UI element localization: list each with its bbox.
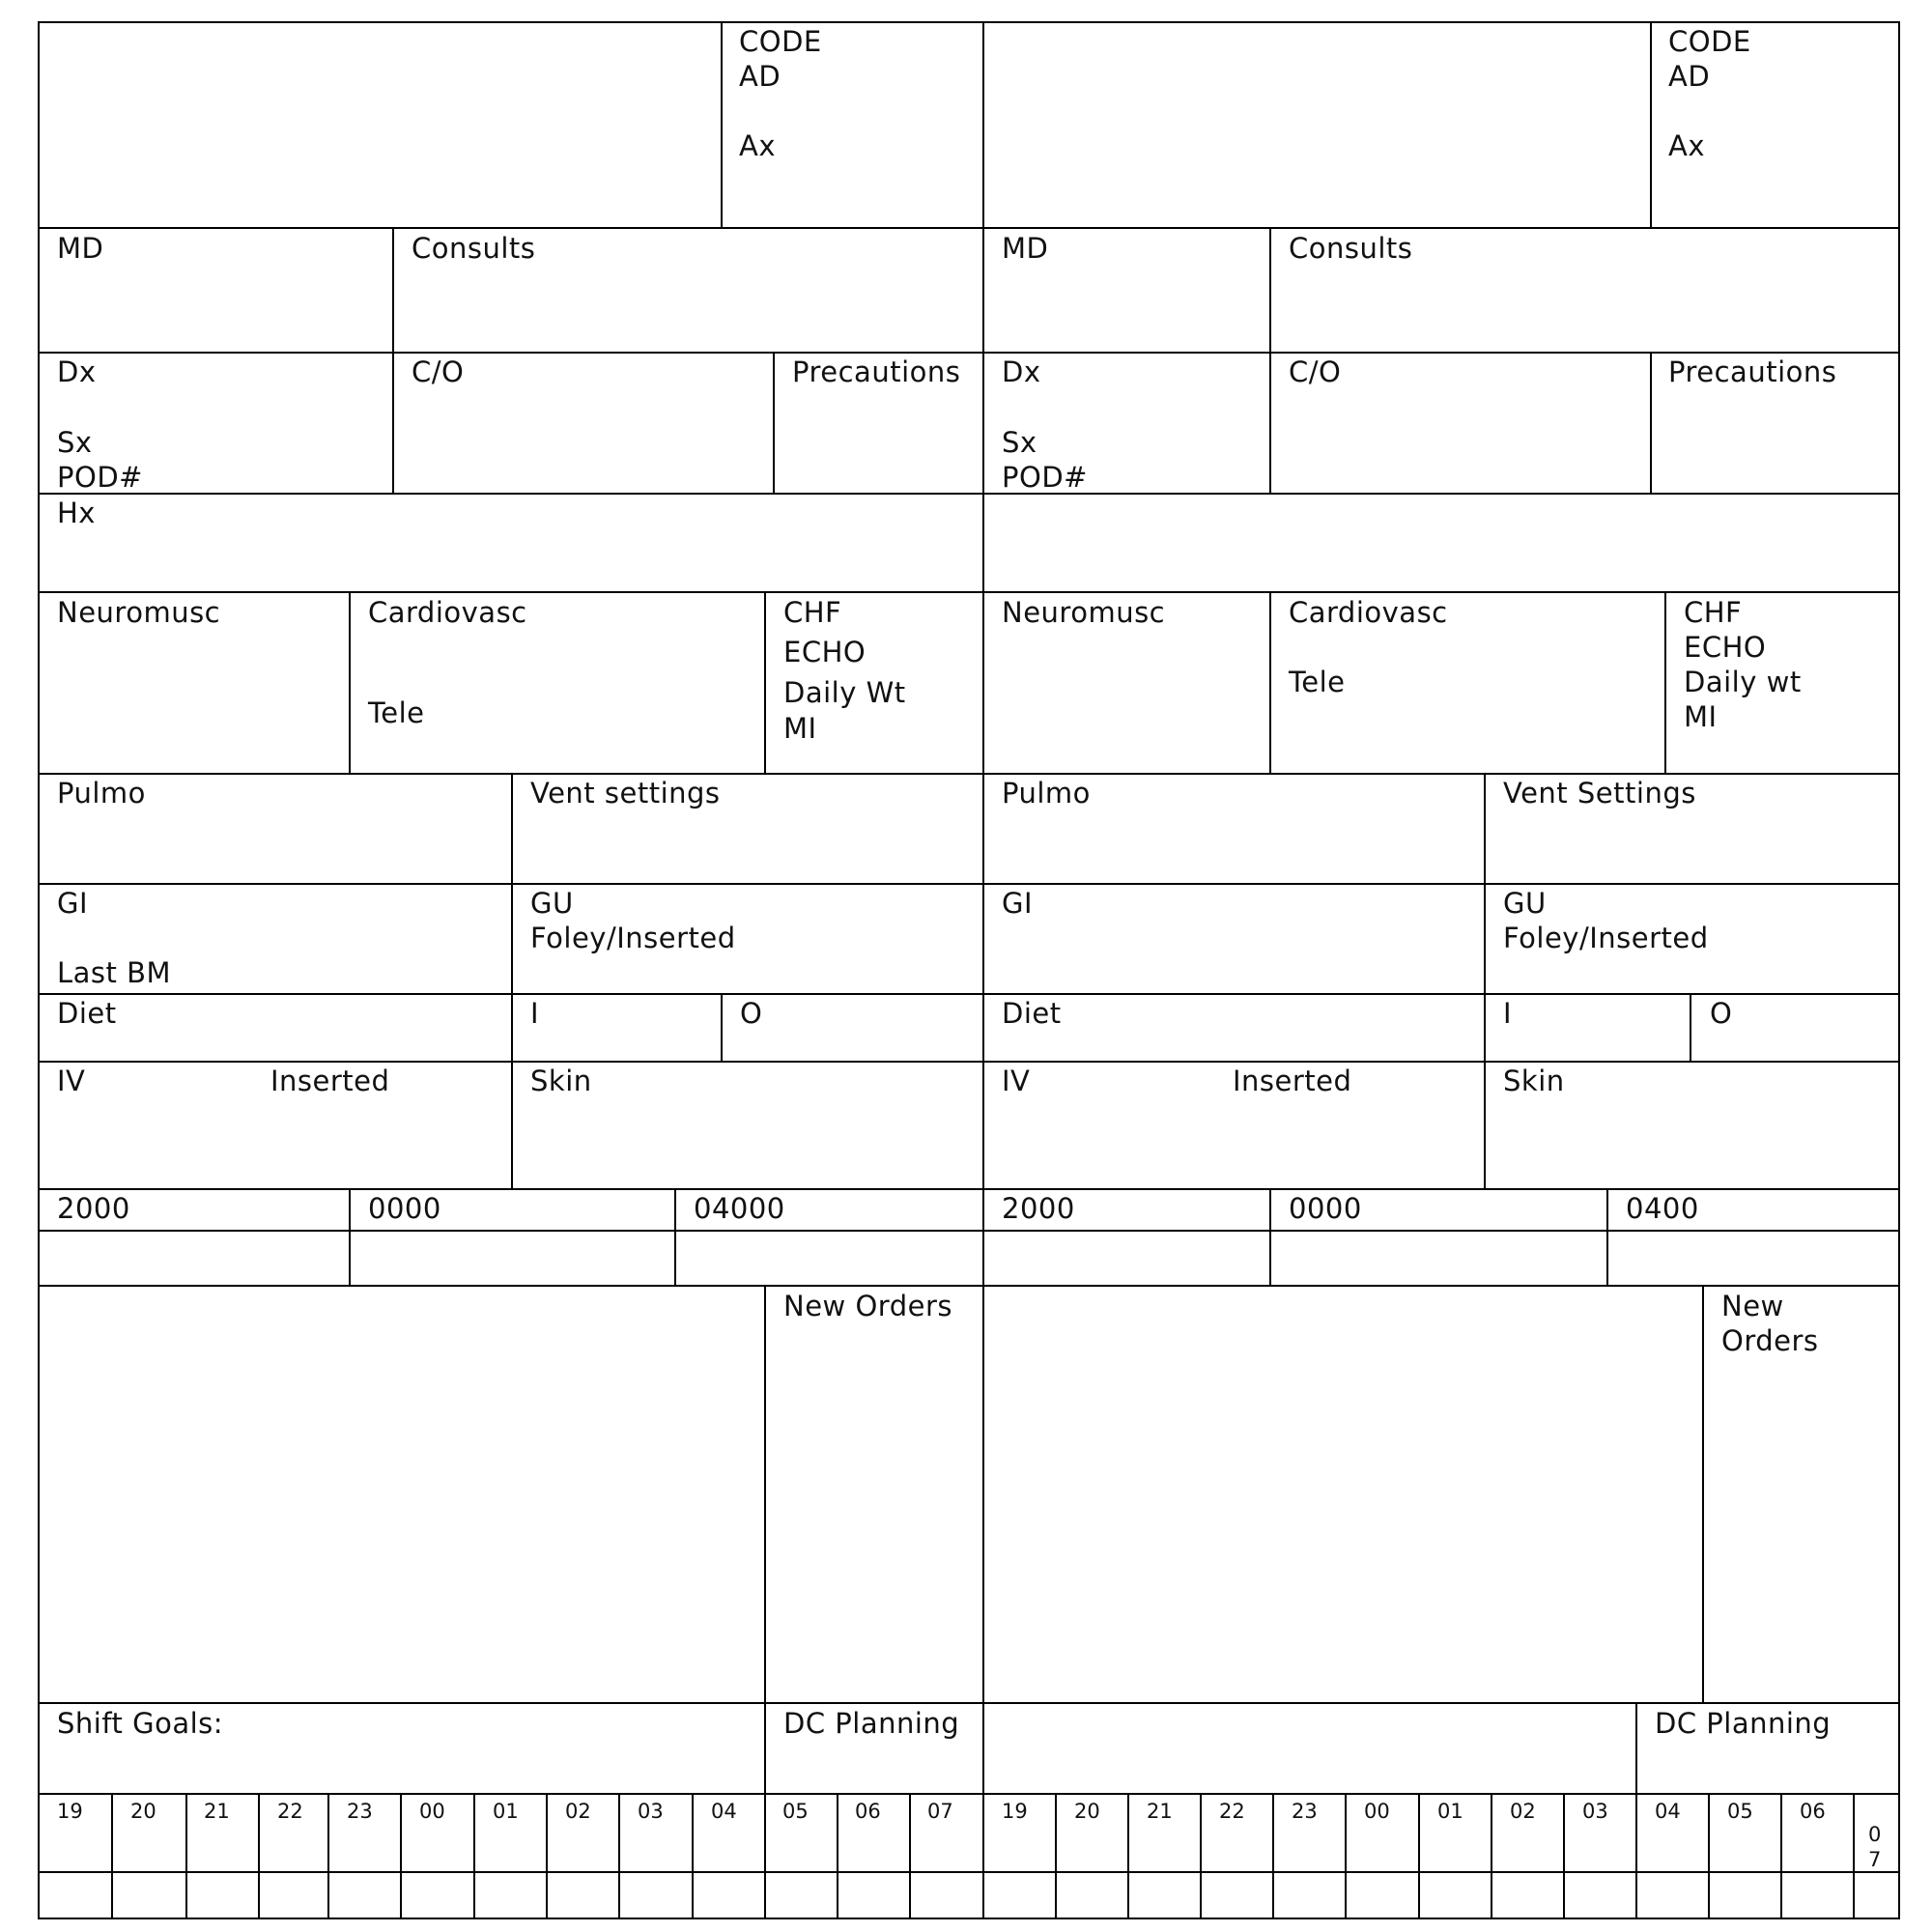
daily-wt-label: Daily wt xyxy=(1684,666,1802,698)
md-label: MD xyxy=(57,232,104,265)
skin-label: Skin xyxy=(1503,1065,1565,1097)
hour-label: 06 xyxy=(1800,1800,1826,1823)
precautions-label: Precautions xyxy=(1668,355,1837,388)
hour-label: 21 xyxy=(1147,1800,1173,1823)
md-label: MD xyxy=(1002,232,1049,265)
output-label: O xyxy=(740,997,763,1030)
last-bm-label: Last BM xyxy=(57,956,172,989)
hour-label: 03 xyxy=(638,1800,664,1823)
precautions-label: Precautions xyxy=(792,355,961,388)
row-line xyxy=(38,1702,1900,1704)
gu-label: GU xyxy=(1503,887,1547,920)
hour-label: 05 xyxy=(782,1800,809,1823)
pulmo-label: Pulmo xyxy=(57,777,146,810)
gi-label: GI xyxy=(1002,887,1034,920)
right-patient-name-field[interactable] xyxy=(984,23,1650,227)
col-line xyxy=(1635,1702,1637,1795)
diet-label: Diet xyxy=(57,997,117,1030)
time-2000-label: 2000 xyxy=(1002,1192,1075,1225)
row-line xyxy=(38,773,1900,775)
col-line xyxy=(1664,591,1666,775)
hour-label: 02 xyxy=(1510,1800,1536,1823)
col-line xyxy=(1484,773,1486,1188)
col-line xyxy=(721,21,723,229)
dc-planning-label: DC Planning xyxy=(1655,1707,1832,1740)
neuromusc-label: Neuromusc xyxy=(57,596,221,629)
row-line xyxy=(38,883,1900,885)
row-line xyxy=(38,1230,1900,1232)
time-0400-label: 0400 xyxy=(1626,1192,1699,1225)
row-line xyxy=(38,591,1900,593)
col-line xyxy=(349,1188,351,1287)
mi-label: MI xyxy=(783,712,817,745)
time-0000-label: 0000 xyxy=(368,1192,441,1225)
row-line xyxy=(38,993,1900,995)
hour-label-part1: 0 xyxy=(1868,1823,1882,1846)
vent-settings-label: Vent settings xyxy=(530,777,721,810)
hour-label: 05 xyxy=(1727,1800,1753,1823)
col-line xyxy=(511,773,513,1188)
hour-label: 00 xyxy=(419,1800,445,1823)
row-line xyxy=(38,493,1900,495)
new-orders-label-line2: Orders xyxy=(1721,1324,1819,1357)
hour-label: 22 xyxy=(277,1800,303,1823)
foley-label: Foley/Inserted xyxy=(1503,922,1709,954)
echo-label: ECHO xyxy=(783,636,867,668)
cardiovasc-label: Cardiovasc xyxy=(368,596,527,629)
col-line xyxy=(1269,227,1271,495)
frame-right xyxy=(1898,21,1900,1919)
col-line xyxy=(773,352,775,495)
pod-label: POD# xyxy=(1002,461,1088,494)
tele-label: Tele xyxy=(1289,666,1346,698)
col-line xyxy=(1269,1188,1271,1287)
echo-label: ECHO xyxy=(1684,631,1767,664)
left-notes-field[interactable] xyxy=(40,1287,764,1702)
row-line xyxy=(38,1061,1900,1063)
hour-label: 21 xyxy=(204,1800,230,1823)
time-0400-label: 04000 xyxy=(694,1192,785,1225)
frame-bottom xyxy=(38,1918,1900,1919)
right-notes-field[interactable] xyxy=(984,1287,1702,1702)
hour-label: 00 xyxy=(1364,1800,1390,1823)
co-label: C/O xyxy=(412,355,465,388)
left-hourly-entry-row[interactable] xyxy=(40,1873,982,1918)
intake-label: I xyxy=(530,997,540,1030)
time-0000-label: 0000 xyxy=(1289,1192,1362,1225)
col-line xyxy=(349,591,351,775)
hour-label: 07 xyxy=(927,1800,953,1823)
ax-label: Ax xyxy=(1668,129,1706,162)
col-line xyxy=(1702,1285,1704,1702)
hour-label: 20 xyxy=(1074,1800,1100,1823)
col-line xyxy=(1650,352,1652,495)
hour-label: 01 xyxy=(1437,1800,1463,1823)
row-line xyxy=(38,227,1900,229)
skin-label: Skin xyxy=(530,1065,592,1097)
hour-label: 04 xyxy=(1655,1800,1681,1823)
right-hourly-entry-row[interactable] xyxy=(984,1873,1898,1918)
col-line xyxy=(721,993,723,1063)
code-label: CODE xyxy=(739,25,822,58)
neuromusc-label: Neuromusc xyxy=(1002,596,1166,629)
hour-label: 04 xyxy=(711,1800,737,1823)
ax-label: Ax xyxy=(739,129,777,162)
hx-label: Hx xyxy=(57,497,96,529)
output-label: O xyxy=(1710,997,1733,1030)
col-line xyxy=(1690,993,1691,1063)
consults-label: Consults xyxy=(412,232,536,265)
iv-inserted-label: Inserted xyxy=(270,1065,390,1097)
hour-label: 22 xyxy=(1219,1800,1245,1823)
new-orders-label: New xyxy=(1721,1290,1784,1322)
col-line xyxy=(1269,591,1271,775)
row-line xyxy=(38,1188,1900,1190)
consults-label: Consults xyxy=(1289,232,1413,265)
foley-label: Foley/Inserted xyxy=(530,922,736,954)
chf-label: CHF xyxy=(783,596,842,629)
diet-label: Diet xyxy=(1002,997,1062,1030)
row-line xyxy=(38,352,1900,354)
col-line xyxy=(764,1285,766,1795)
dx-label: Dx xyxy=(1002,355,1041,388)
gi-label: GI xyxy=(57,887,89,920)
ad-label: AD xyxy=(739,60,781,93)
daily-wt-label: Daily Wt xyxy=(783,676,906,709)
hour-label: 03 xyxy=(1582,1800,1608,1823)
hour-label: 20 xyxy=(130,1800,156,1823)
mi-label: MI xyxy=(1684,700,1718,733)
hour-label: 19 xyxy=(1002,1800,1028,1823)
shift-goals-label: Shift Goals: xyxy=(57,1707,224,1740)
col-line xyxy=(392,227,394,495)
col-line xyxy=(674,1188,676,1287)
iv-label: IV xyxy=(57,1065,86,1097)
col-line xyxy=(764,591,766,775)
iv-inserted-label: Inserted xyxy=(1233,1065,1352,1097)
col-line xyxy=(1650,21,1652,229)
row-line xyxy=(38,1793,1900,1795)
hour-label: 23 xyxy=(347,1800,373,1823)
dx-label: Dx xyxy=(57,355,97,388)
pod-label: POD# xyxy=(57,461,143,494)
left-patient-name-field[interactable] xyxy=(40,23,721,227)
intake-label: I xyxy=(1503,997,1513,1030)
ad-label: AD xyxy=(1668,60,1711,93)
hour-label-part2: 7 xyxy=(1868,1848,1882,1871)
gu-label: GU xyxy=(530,887,574,920)
hour-label: 19 xyxy=(57,1800,83,1823)
iv-label: IV xyxy=(1002,1065,1031,1097)
new-orders-label: New Orders xyxy=(783,1290,952,1322)
code-label: CODE xyxy=(1668,25,1751,58)
cardiovasc-label: Cardiovasc xyxy=(1289,596,1448,629)
pulmo-label: Pulmo xyxy=(1002,777,1091,810)
dc-planning-label: DC Planning xyxy=(783,1707,960,1740)
sx-label: Sx xyxy=(57,426,93,459)
hour-label: 01 xyxy=(493,1800,519,1823)
sx-label: Sx xyxy=(1002,426,1037,459)
hour-label: 23 xyxy=(1292,1800,1318,1823)
hour-label: 02 xyxy=(565,1800,591,1823)
co-label: C/O xyxy=(1289,355,1342,388)
vent-settings-label: Vent Settings xyxy=(1503,777,1696,810)
tele-label: Tele xyxy=(368,696,425,729)
col-line xyxy=(1606,1188,1608,1287)
hour-label: 06 xyxy=(855,1800,881,1823)
chf-label: CHF xyxy=(1684,596,1743,629)
time-2000-label: 2000 xyxy=(57,1192,130,1225)
